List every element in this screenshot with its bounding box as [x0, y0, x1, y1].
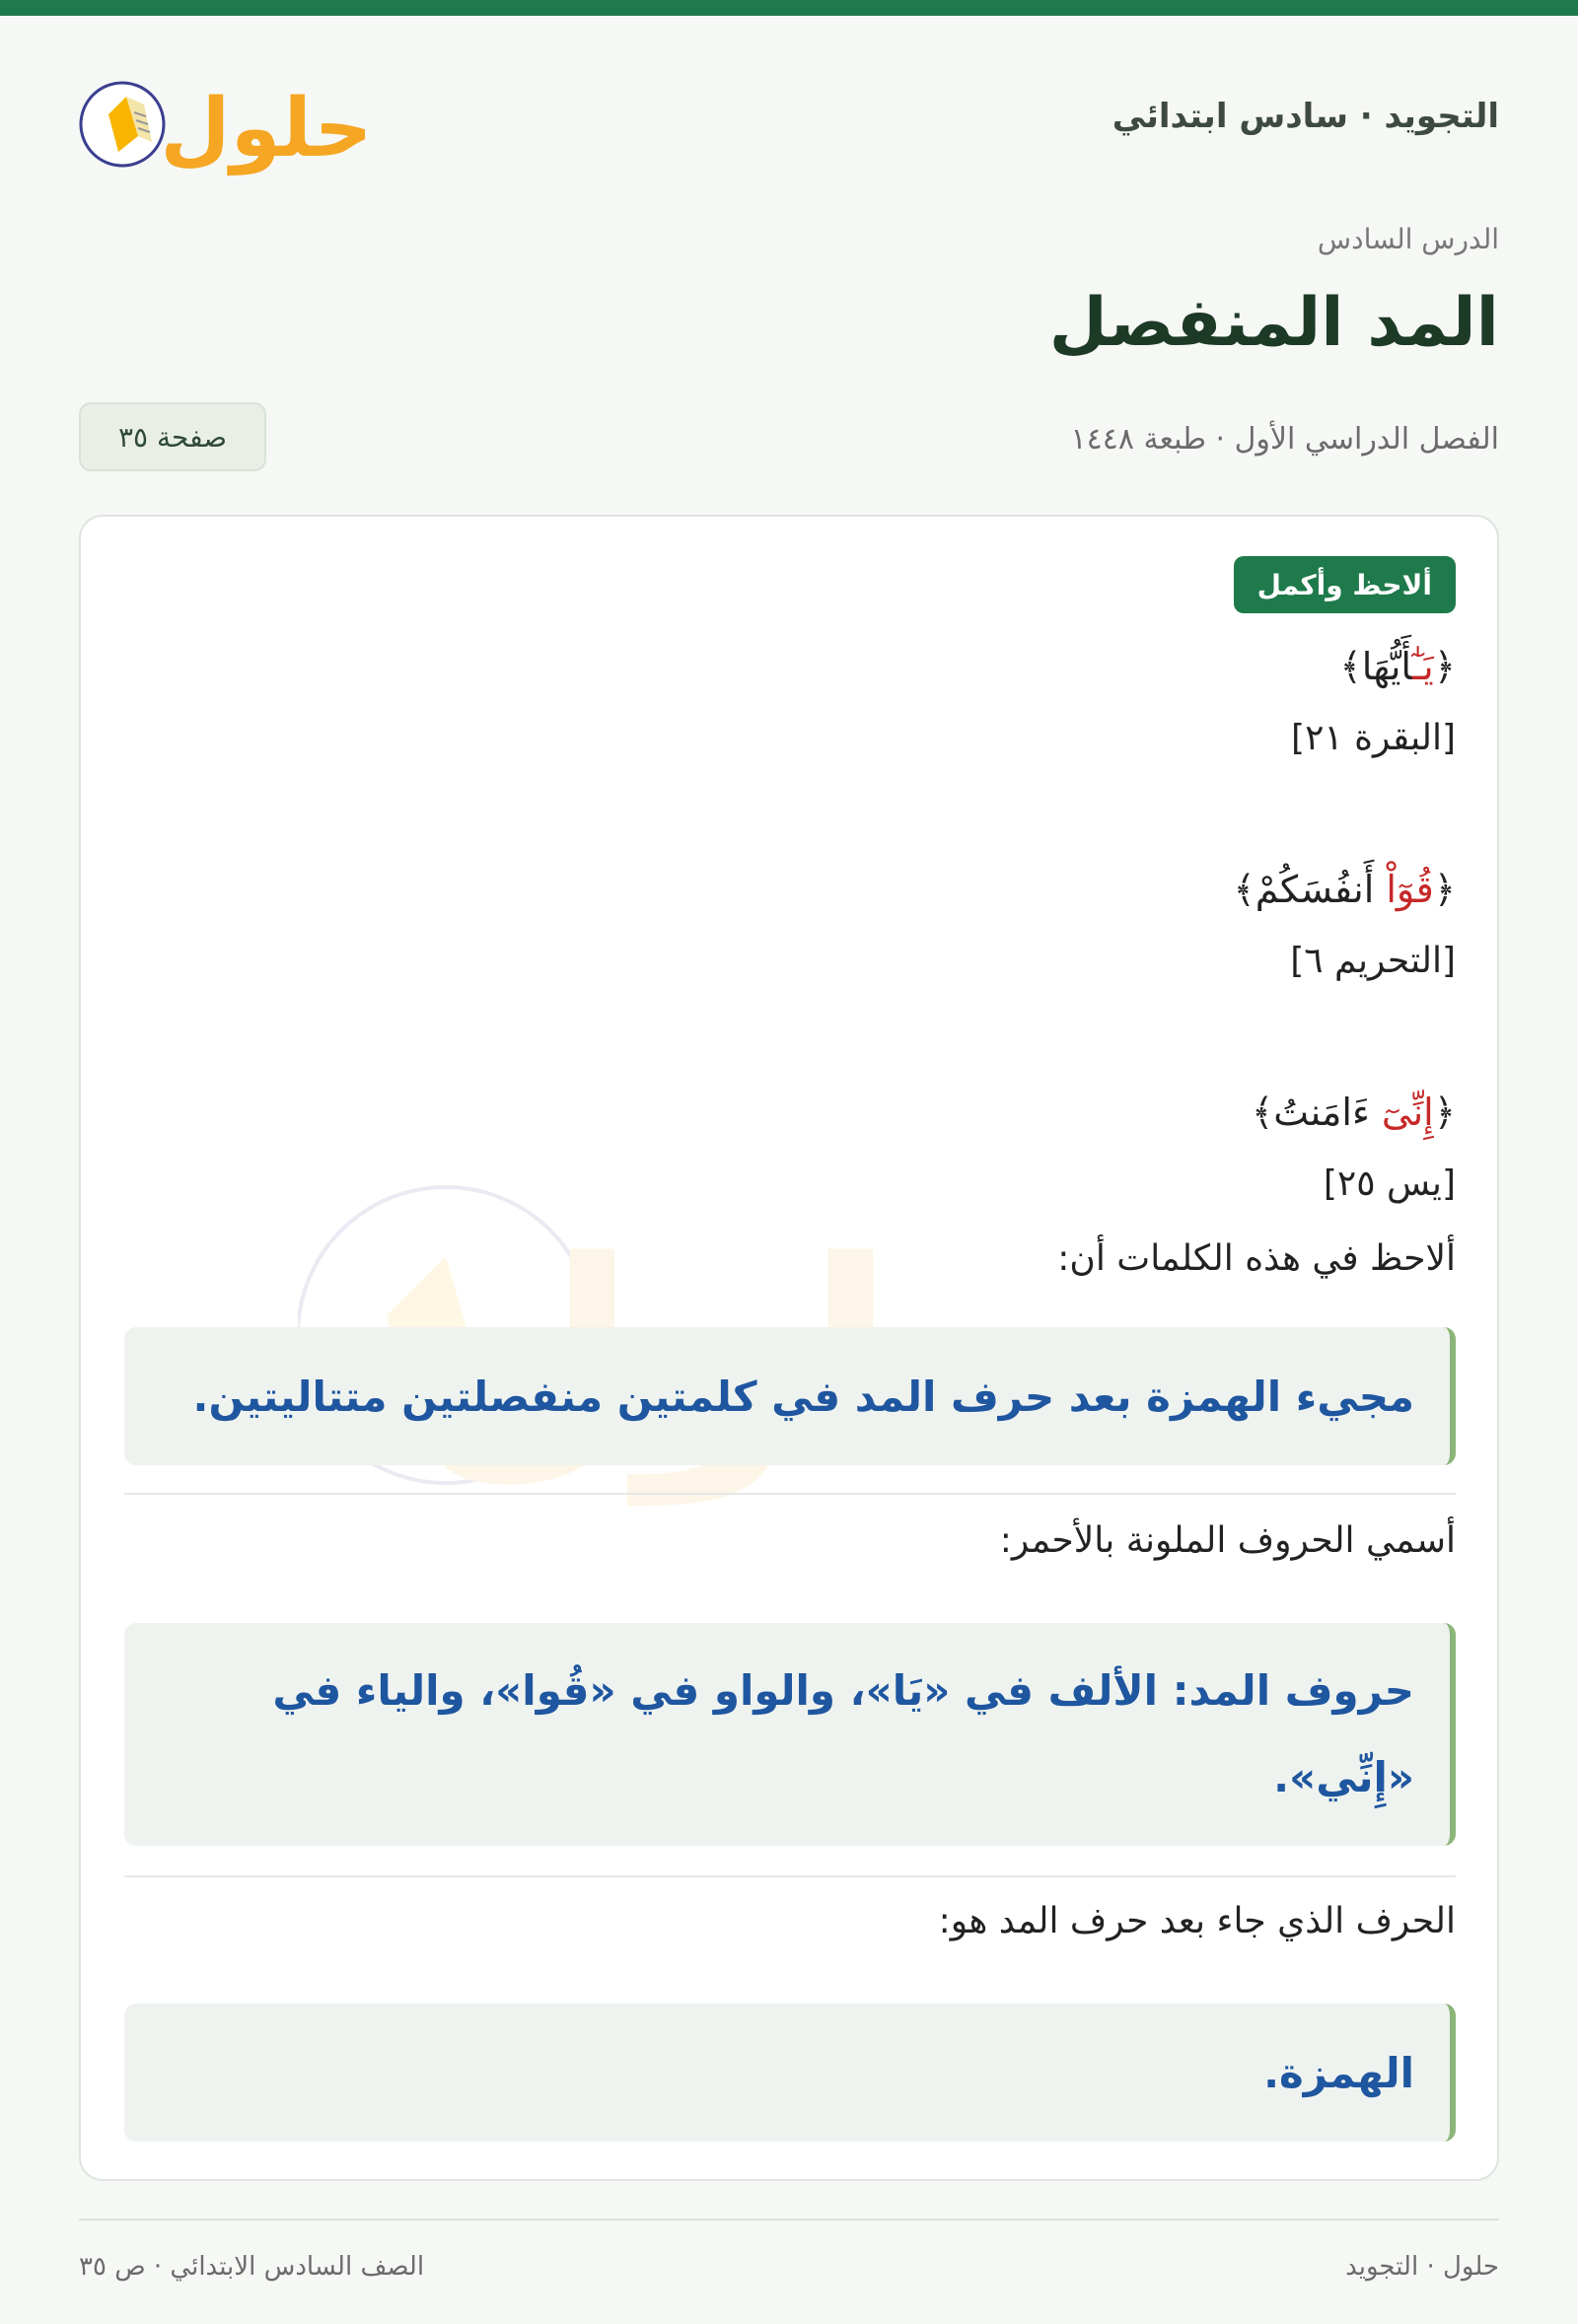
verse-3-highlight: إِنِّىٓ: [1381, 1091, 1434, 1134]
exercise-card: [79, 515, 1499, 2181]
page-number-badge: صفحة ٣٥: [79, 402, 266, 471]
verse-2-highlight: قُوٓاْ: [1386, 868, 1434, 911]
answer-box-1: [124, 1327, 1456, 1465]
verse-3-reference: [يس ٢٥]: [1323, 1163, 1456, 1204]
verse-1-reference: [البقرة ٢١]: [1291, 718, 1456, 758]
section-badge: ألاحظ وأكمل: [1234, 556, 1456, 613]
answer-1-text: مجيء الهمزة بعد حرف المد في كلمتين منفصلتين متتاليتين.: [192, 1372, 1414, 1421]
lesson-meta: الفصل الدراسي الأول · طبعة ١٤٤٨: [1070, 422, 1499, 457]
answer-box-2: [124, 1623, 1456, 1846]
question-3: الحرف الذي جاء بعد حرف المد هو:: [938, 1901, 1456, 1941]
top-accent-bar: [0, 0, 1578, 16]
footer-brand: حلول · التجويد: [1345, 2252, 1499, 2282]
section-divider: [124, 1493, 1456, 1495]
svg-text:حلول: حلول: [160, 82, 373, 176]
section-divider: [124, 1875, 1456, 1877]
verse-3: ﴿إِنِّىٓ ءَامَنتُ﴾: [1252, 1091, 1456, 1134]
verse-1-highlight: يَـٰٓ: [1412, 645, 1434, 688]
answer-3-text: الهمزة.: [1263, 2048, 1414, 2097]
lesson-number: الدرس السادس: [1317, 223, 1499, 255]
footer-page-info: الصف السادس الابتدائي · ص ٣٥: [79, 2252, 425, 2282]
page-header: [79, 57, 1499, 195]
verse-1: ﴿يَـٰٓأَيُّهَا﴾: [1339, 645, 1456, 688]
answer-box-3: [124, 2004, 1456, 2142]
subject-title: التجويد · سادس ابتدائي: [1112, 97, 1499, 136]
lesson-title: المد المنفصل: [1048, 284, 1499, 362]
answer-2-text: حروف المد: الألف في «يَا»، والواو في «قُوا»، والياء في «إِنِّي».: [272, 1666, 1414, 1801]
footer-divider: [79, 2218, 1499, 2220]
hulul-logo: [79, 57, 375, 185]
question-2: أسمي الحروف الملونة بالأحمر:: [999, 1520, 1456, 1561]
verse-2: ﴿قُوٓاْ أَنفُسَكُمْ﴾: [1233, 868, 1456, 911]
verse-2-reference: [التحريم ٦]: [1290, 941, 1456, 981]
observe-intro: ألاحظ في هذه الكلمات أن:: [1057, 1238, 1456, 1279]
